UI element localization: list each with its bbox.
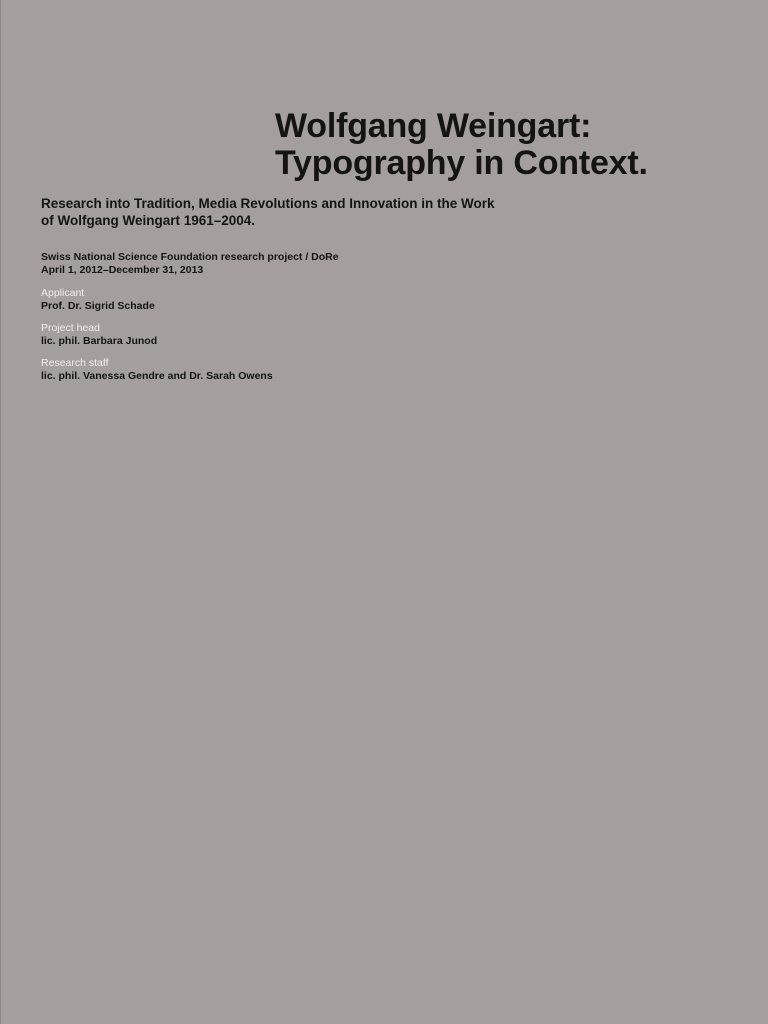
title-line-1: Wolfgang Weingart: bbox=[275, 107, 592, 145]
page-edge-line bbox=[0, 0, 1, 1024]
credit-value: lic. phil. Vanessa Gendre and Dr. Sarah Owens bbox=[41, 369, 273, 382]
credit-label: Project head bbox=[41, 322, 100, 334]
credit-label: Research staff bbox=[41, 357, 109, 369]
credit-value: Prof. Dr. Sigrid Schade bbox=[41, 299, 155, 312]
project-dates: April 1, 2012–December 31, 2013 bbox=[41, 263, 204, 276]
title-line-2: Typography in Context. bbox=[275, 144, 648, 182]
credit-value: lic. phil. Barbara Junod bbox=[41, 334, 158, 347]
subtitle-line-1: Research into Tradition, Media Revolutions and Innovation in the Work bbox=[41, 196, 495, 211]
credit-applicant bbox=[41, 287, 155, 312]
credit-research-staff bbox=[41, 357, 273, 382]
page-subtitle bbox=[41, 195, 495, 229]
funding-line: Swiss National Science Foundation research project / DoRe bbox=[41, 251, 339, 263]
subtitle-line-2: of Wolfgang Weingart 1961–2004. bbox=[41, 213, 256, 228]
project-info bbox=[41, 251, 339, 276]
page-title bbox=[275, 108, 648, 182]
credit-label: Applicant bbox=[41, 287, 85, 299]
credit-project-head bbox=[41, 322, 157, 347]
